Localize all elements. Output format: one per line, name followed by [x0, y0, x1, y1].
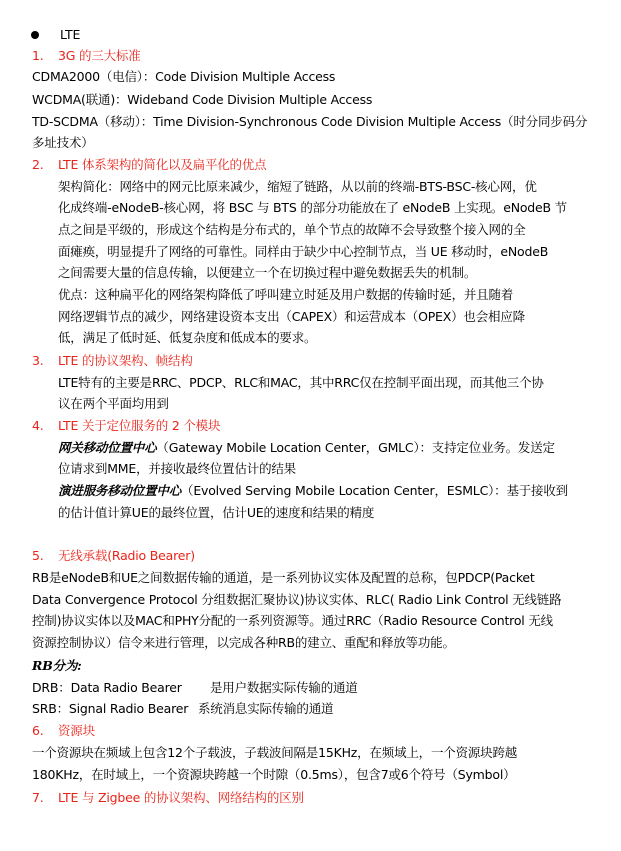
section-2-heading: 2. LTE 体系架构的简化以及扁平化的优点 — [32, 157, 267, 172]
srb-abbr: SRB：Signal Radio Bearer — [32, 701, 189, 716]
srb-desc: 系统消息实际传输的通道 — [198, 701, 334, 716]
esmlc-line: 演进服务移动位置中心（Evolved Serving Mobile Location Center，ESMLC）：基于接收到 — [58, 483, 568, 498]
section-4-heading: 4. LTE 关于定位服务的 2 个模块 — [32, 418, 221, 433]
s1-line: WCDMA(联通)：Wideband Code Division Multiple Access — [32, 92, 373, 107]
section-1-heading: 1. 3G 的三大标准 — [32, 48, 141, 63]
gmlc-line: 网关移动位置中心（Gateway Mobile Location Center，GMLC）：支持定位业务。发送定 — [58, 440, 555, 455]
s5-line: Data Convergence Protocol 分组数据汇聚协议)协议实体、RLC( Radio Link Control 无线链路 — [32, 592, 562, 607]
s5-line: 控制)协议实体以及MAC和PHY分配的一系列资源等。通过RRC（Radio Resource Control 无线 — [32, 613, 553, 628]
s2-line: 网络逻辑节点的减少，网络建设资本支出（CAPEX）和运营成本（OPEX）也会相应降 — [58, 309, 525, 324]
s2-line: 低，满足了低时延、低复杂度和低成本的要求。 — [58, 330, 317, 345]
s5-line: RB是eNodeB和UE之间数据传输的通道，是一系列协议实体及配置的总称，包PDCP(Packet — [32, 570, 535, 585]
section-5-heading: 5. 无线承载(Radio Bearer) — [32, 548, 195, 563]
esmlc-line-2: 的估计值计算UE的最终位置，估计UE的速度和结果的精度 — [58, 505, 375, 520]
s6-line: 180KHz，在时域上，一个资源块跨越一个时隙（0.5ms），包含7或6个符号（Symbol） — [32, 767, 516, 782]
s1-line: CDMA2000（电信）：Code Division Multiple Access — [32, 69, 336, 84]
s6-line: 一个资源块在频域上包含12个子载波，子载波间隔是15KHz，在频域上，一个资源块跨越 — [32, 745, 518, 760]
s2-line: 架构简化：网络中的网元比原来减少，缩短了链路，从以前的终端-BTS-BSC-核心网，优 — [58, 179, 537, 194]
esmlc-term: 演进服务移动位置中心 — [58, 483, 182, 498]
s2-line: 点之间是平级的，形成这个结构是分布式的，单个节点的故障不会导致整个接入网的全 — [58, 222, 526, 237]
s5-line: 资源控制协议）信令来进行管理，以完成各种RB的建立、重配和释放等功能。 — [32, 635, 455, 650]
section-3-heading: 3. LTE 的协议架构、帧结构 — [32, 353, 193, 368]
gmlc-line-2: 位请求到MME，并接收最终位置估计的结果 — [58, 461, 296, 476]
s2-line: 之间需要大量的信息传输，以便建立一个在切换过程中避免数据丢失的机制。 — [58, 265, 477, 280]
drb-desc: 是用户数据实际传输的通道 — [210, 680, 358, 695]
s1-line: TD-SCDMA（移动）：Time Division-Synchronous Code Division Multiple Access（时分同步码分 — [32, 114, 588, 129]
s2-line: 面瘫痪，明显提升了网络的可靠性。同样由于缺少中心控制节点，当 UE 移动时，eNodeB — [58, 244, 549, 259]
s2-line: 优点：这种扁平化的网络架构降低了呼叫建立时延及用户数据的传输时延，并且随着 — [58, 287, 514, 302]
section-6-heading: 6. 资源块 — [32, 723, 95, 738]
rb-types-label: RB分为: — [32, 658, 82, 673]
s2-line: 化成终端-eNodeB-核心网，将 BSC 与 BTS 的部分功能放在了 eNodeB 上实现。eNodeB 节 — [58, 200, 567, 215]
drb-abbr: DRB：Data Radio Bearer — [32, 680, 182, 695]
bullet-dot-icon — [31, 31, 39, 39]
s3-line: 议在两个平面均用到 — [58, 396, 169, 411]
section-7-heading: 7. LTE 与 Zigbee 的协议架构、网络结构的区别 — [32, 790, 304, 805]
bullet-title: LTE — [60, 27, 81, 42]
s1-line: 多址技术） — [32, 135, 94, 150]
s3-line: LTE特有的主要是RRC、PDCP、RLC和MAC，其中RRC仅在控制平面出现，而其他三个协 — [58, 375, 544, 390]
gmlc-term: 网关移动位置中心 — [58, 440, 157, 455]
